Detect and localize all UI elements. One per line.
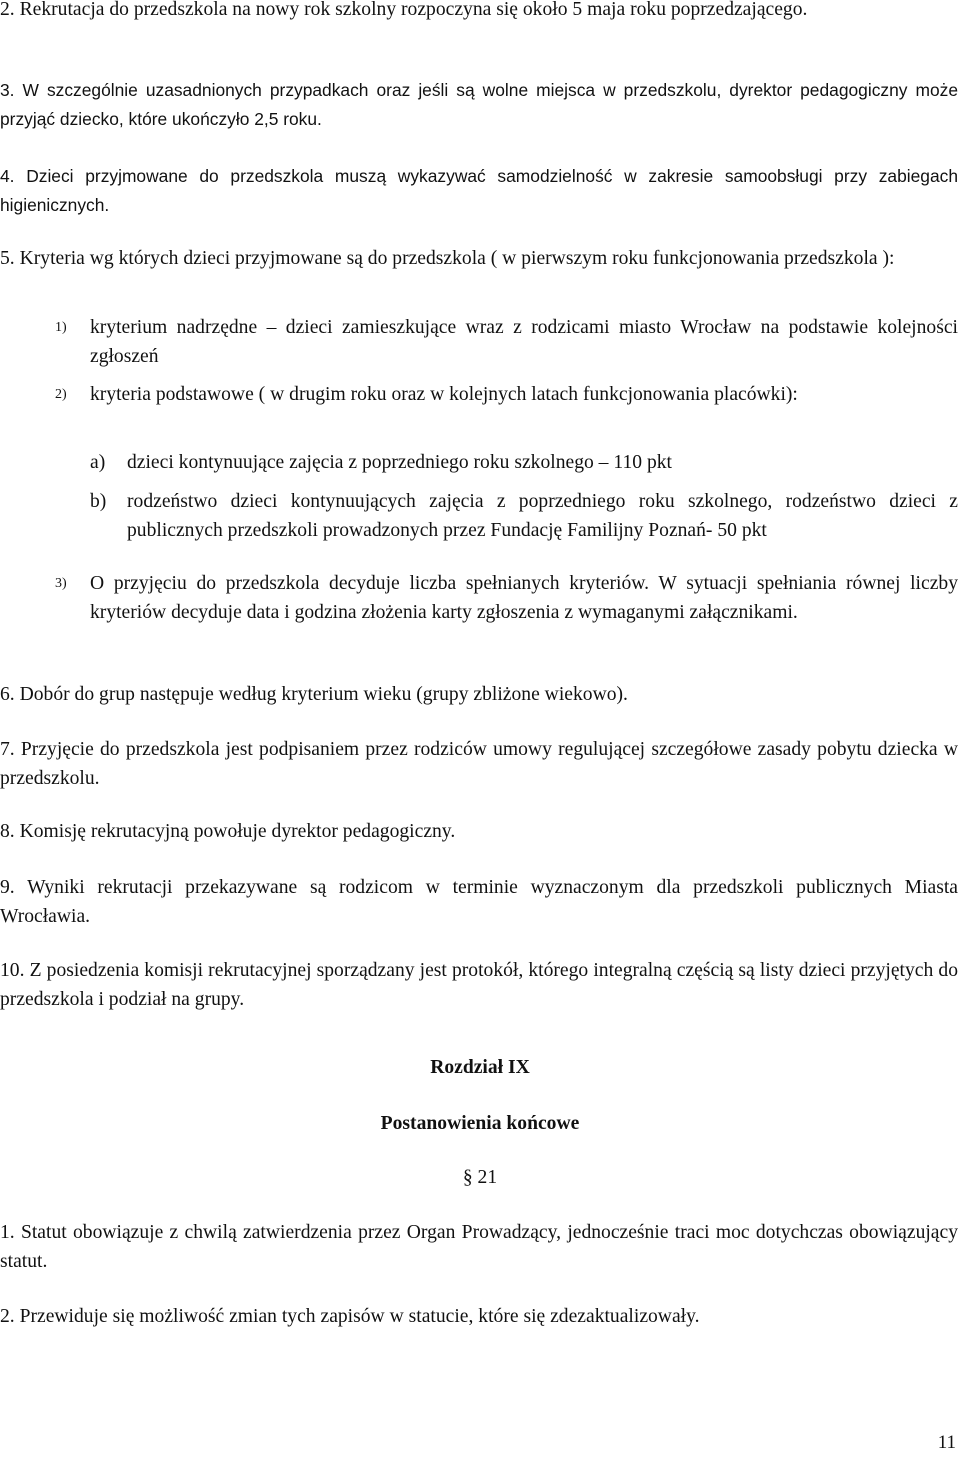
subcriterion-letter: b) bbox=[90, 491, 107, 512]
section-number: § 21 bbox=[462, 1167, 498, 1188]
criterion-2 bbox=[55, 381, 958, 410]
paragraph-8: 8. Komisję rekrutacyjną powołuje dyrektor pedagogiczny. bbox=[0, 821, 456, 842]
subcriterion-text: dzieci kontynuujące zajęcia z poprzedniego roku szkolnego – 110 pkt bbox=[127, 452, 672, 473]
criterion-text: kryterium nadrzędne – dzieci zamieszkujące wraz z rodzicami miasto Wrocław na podstawie kolejności zgłoszeń bbox=[90, 317, 958, 367]
criterion-text: O przyjęciu do przedszkola decyduje liczba spełnianych kryteriów. W sytuacji spełniania równej liczby kryteriów decyduje data i godzina złożenia karty zgłoszenia z wymaganymi załącznikami. bbox=[90, 573, 958, 623]
paragraph-6: 6. Dobór do grup następuje według kryterium wieku (grupy zbliżone wiekowo). bbox=[0, 684, 628, 705]
final-paragraph-2: 2. Przewiduje się możliwość zmian tych zapisów w statucie, które się zdezaktualizowały. bbox=[0, 1306, 700, 1327]
criterion-number: 2) bbox=[55, 387, 67, 402]
criterion-text: kryteria podstawowe ( w drugim roku oraz w kolejnych latach funkcjonowania placówki): bbox=[90, 384, 798, 405]
paragraph-3: 3. W szczególnie uzasadnionych przypadkach oraz jeśli są wolne miejsca w przedszkolu, dyrektor pedagogiczny może przyjąć dziecko, które ukończyło 2,5 roku. bbox=[0, 80, 958, 129]
subcriterion-a bbox=[90, 449, 958, 478]
paragraph-2: 2. Rekrutacja do przedszkola na nowy rok szkolny rozpoczyna się około 5 maja roku poprzedzającego. bbox=[0, 0, 808, 20]
chapter-title: Rozdział IX bbox=[430, 1057, 530, 1078]
paragraph-10: 10. Z posiedzenia komisji rekrutacyjnej sporządzany jest protokół, którego integralną częścią są listy dzieci przyjętych do przedszkola i podział na grupy. bbox=[0, 960, 958, 1010]
subcriterion-letter: a) bbox=[90, 452, 106, 473]
criterion-3 bbox=[55, 570, 958, 627]
paragraph-9: 9. Wyniki rekrutacji przekazywane są rodzicom w terminie wyznaczonym dla przedszkoli publicznych Miasta Wrocławia. bbox=[0, 877, 958, 927]
subcriterion-b bbox=[90, 488, 958, 545]
criterion-number: 1) bbox=[55, 320, 67, 335]
final-paragraph-1: 1. Statut obowiązuje z chwilą zatwierdzenia przez Organ Prowadzący, jednocześnie traci moc dotychczas obowiązujący statut. bbox=[0, 1222, 958, 1272]
paragraph-7: 7. Przyjęcie do przedszkola jest podpisaniem przez rodziców umowy regulującej szczegółowe zasady pobytu dziecka w przedszkolu. bbox=[0, 739, 958, 789]
paragraph-5: 5. Kryteria wg których dzieci przyjmowane są do przedszkola ( w pierwszym roku funkcjonowania przedszkola ): bbox=[0, 248, 895, 269]
page-number: 11 bbox=[937, 1432, 956, 1453]
criterion-1 bbox=[55, 314, 958, 371]
chapter-subtitle: Postanowienia końcowe bbox=[380, 1113, 580, 1134]
paragraph-4: 4. Dzieci przyjmowane do przedszkola muszą wykazywać samodzielność w zakresie samoobsługi przy zabiegach higienicznych. bbox=[0, 166, 958, 215]
subcriterion-text: rodzeństwo dzieci kontynuujących zajęcia z poprzedniego roku szkolnego, rodzeństwo dzieci z publicznych przedszkoli prowadzonych przez Fundację Familijny Poznań- 50 pkt bbox=[127, 491, 958, 541]
criterion-number: 3) bbox=[55, 576, 67, 591]
